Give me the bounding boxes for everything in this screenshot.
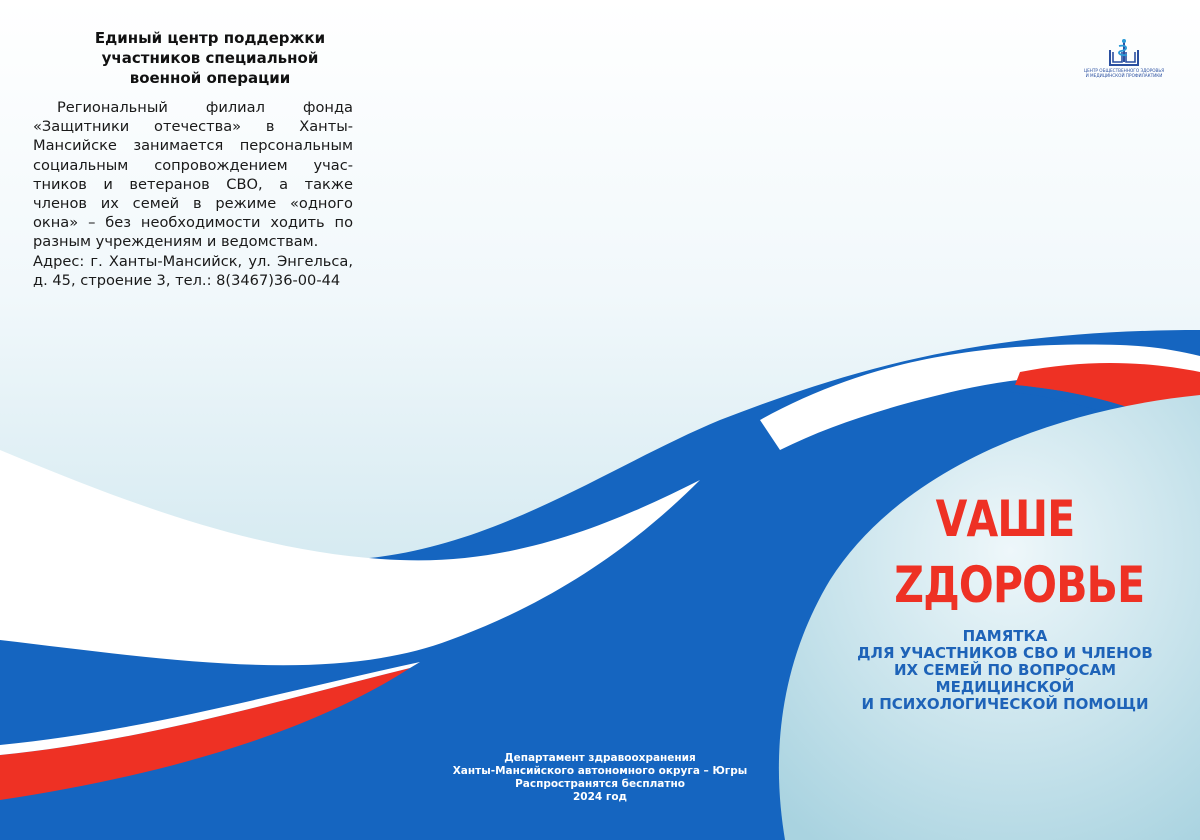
brand-line: ZДОРОВЬЕ [894, 556, 1145, 614]
address-line: Адрес: г. Ханты-Мансийск, ул. Энгельса, [33, 252, 353, 270]
subtitle-line: ИХ СЕМЕЙ ПО ВОПРОСАМ [893, 661, 1117, 679]
left-body-line: членов их семей в режиме «одного [33, 195, 353, 213]
logo-text-line: И МЕДИЦИНСКОЙ ПРОФИЛАКТИКИ [1085, 73, 1163, 78]
left-body-line: тников и ветеранов СВО, а также [33, 175, 353, 193]
address-line: д. 45, строение 3, тел.: 8(3467)36-00-44 [33, 271, 341, 289]
left-body-line: окна» – без необходимости ходить по [33, 214, 353, 232]
medical-center-logo-icon [1107, 38, 1141, 68]
organization-logo [1082, 38, 1166, 78]
subtitle-line: И ПСИХОЛОГИЧЕСКОЙ ПОМОЩИ [861, 695, 1149, 713]
left-panel-title [60, 28, 360, 88]
cover-brand-title [870, 486, 1145, 618]
footer-line: 2024 год [572, 791, 628, 803]
cover-subtitle [840, 628, 1170, 713]
logo-text-line: ЦЕНТР ОБЩЕСТВЕННОГО ЗДОРОВЬЯ [1083, 68, 1165, 73]
footer-line: Ханты-Мансийского автономного округа – Югры [452, 765, 748, 777]
left-panel-body [33, 98, 353, 290]
left-title-line: участников специальной [101, 49, 319, 67]
left-body-line: Региональный филиал фонда [57, 99, 353, 116]
publisher-footer [445, 752, 755, 804]
left-body-line: социальным сопровождением учас- [33, 156, 353, 174]
footer-line: Департамент здравоохранения [504, 752, 696, 764]
left-body-line: Мансийске занимается персональным [33, 137, 353, 155]
left-title-line: военной операции [129, 69, 291, 87]
subtitle-line: ПАМЯТКА [962, 627, 1048, 645]
left-body-line: разным учреждениям и ведомствам. [33, 233, 319, 251]
subtitle-line: МЕДИЦИНСКОЙ [935, 678, 1075, 696]
footer-line: Распространятся бесплатно [515, 778, 685, 790]
subtitle-line: ДЛЯ УЧАСТНИКОВ СВО И ЧЛЕНОВ [857, 644, 1153, 662]
left-title-line: Единый центр поддержки [94, 29, 326, 47]
left-body-line: «Защитники отечества» в Ханты- [33, 118, 353, 136]
brand-line: VАШЕ [935, 490, 1075, 548]
